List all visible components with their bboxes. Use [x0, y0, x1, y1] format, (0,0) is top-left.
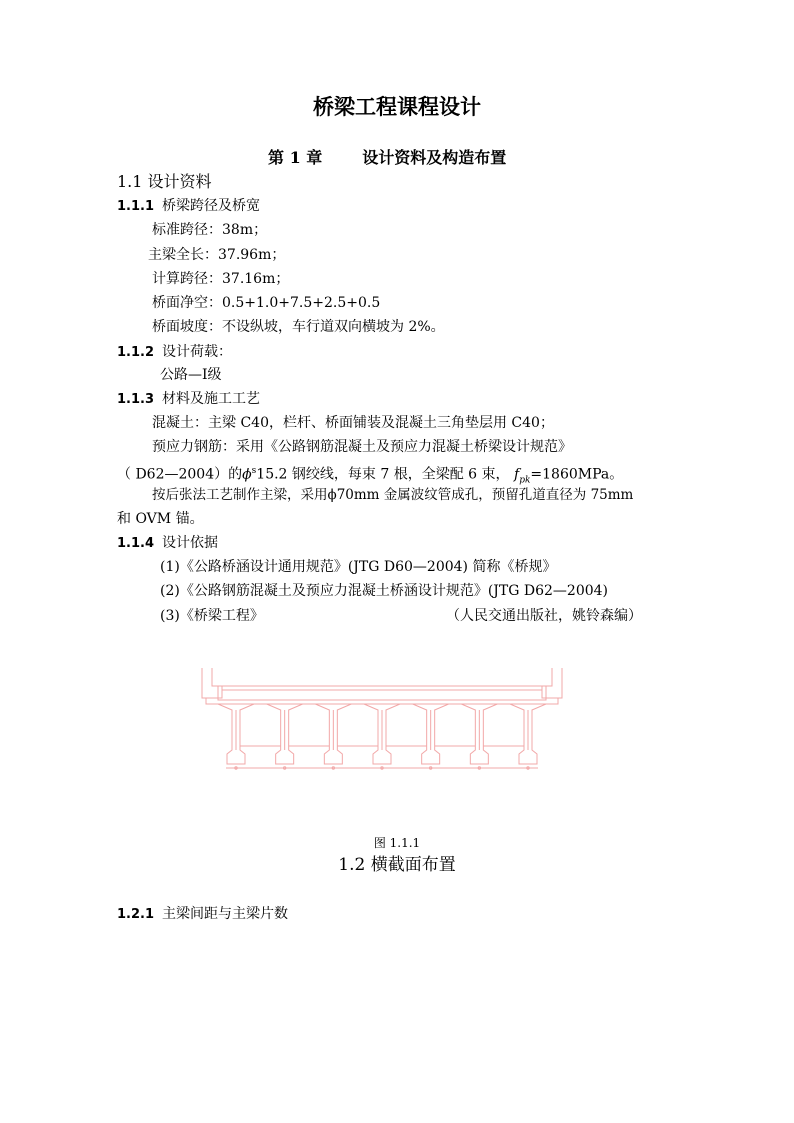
phi-symbol: ϕ [242, 466, 252, 483]
section-number: 1.1.1 [117, 199, 155, 214]
deck-bottom [206, 698, 558, 704]
cross-section-figure [196, 664, 568, 774]
process-line: 按后张法工艺制作主梁，采用ϕ70mm 金属波纹管成孔，预留孔道直径为 75mm [152, 487, 634, 503]
section-number: 1.1.4 [117, 536, 155, 551]
section-number: 1.2.1 [117, 907, 155, 922]
process-line-2: 和 OVM 锚。 [117, 511, 204, 527]
strand-spec: 15.2 钢绞线，每束 7 根，全梁配 6 束， [256, 466, 510, 483]
section-number: 1.1.2 [117, 345, 155, 360]
design-load-line: 公路—Ⅰ级 [160, 367, 222, 383]
subscript: pk [519, 475, 531, 486]
girder-length-line: 主梁全长：37.96m； [148, 247, 286, 263]
reference-3: (3)《桥梁工程》 [160, 608, 264, 624]
section-title: 主梁间距与主梁片数 [162, 906, 289, 922]
reference-1: (1)《公路桥涵设计通用规范》(JTG D60—2004) 简称《桥规》 [160, 559, 557, 575]
section-title: 设计依据 [162, 535, 219, 551]
steel-spec-prefix: （ D62—2004）的 [117, 466, 243, 483]
figure-caption: 图 1.1.1 [373, 836, 421, 850]
chapter-heading [268, 149, 506, 167]
right-railing [542, 668, 562, 698]
span-standard-line: 标准跨径：38m； [152, 222, 268, 238]
section-1-1-3-heading [117, 390, 260, 409]
left-railing [202, 668, 222, 698]
deck-clearance-line: 桥面净空：0.5+1.0+7.5+2.5+0.5 [152, 295, 381, 311]
section-1-2-1-heading [117, 905, 288, 924]
section-number: 1.1.3 [117, 392, 155, 407]
document-title: 桥梁工程课程设计 [313, 94, 481, 119]
calc-span-line: 计算跨径：37.16m； [152, 271, 290, 287]
section-1-1-1-heading [117, 197, 260, 216]
section-1-1-4-heading [117, 534, 218, 553]
reference-2: (2)《公路钢筋混凝土及预应力混凝土桥涵设计规范》(JTG D62—2004) [160, 583, 609, 599]
reference-3-note: （人民交通出版社，姚铃森编） [446, 608, 642, 624]
section-title: 材料及施工工艺 [162, 391, 261, 407]
concrete-line: 混凝土：主梁 C40，栏杆、桥面铺装及混凝土三角垫层用 C40； [152, 415, 554, 431]
deck-slab [218, 686, 546, 700]
section-title: 桥梁跨径及桥宽 [162, 198, 261, 214]
superscript: s [251, 466, 257, 476]
chapter-title: 设计资料及构造布置 [362, 148, 507, 167]
f-symbol: f [514, 466, 520, 483]
section-1-1-heading: 1.1 设计资料 [117, 172, 212, 191]
section-title: 设计荷载： [162, 344, 233, 360]
section-1-1-2-heading [117, 343, 232, 362]
chapter-number: 第 1 章 [268, 148, 323, 167]
prestress-steel-line: 预应力钢筋：采用《公路钢筋混凝土及预应力混凝土桥梁设计规范》 [152, 439, 572, 455]
deck-slope-line: 桥面坡度：不设纵坡，车行道双向横坡为 2%。 [152, 319, 445, 335]
strength-value: =1860MPa。 [530, 466, 624, 483]
section-1-2-heading: 1.2 横截面布置 [338, 855, 456, 875]
